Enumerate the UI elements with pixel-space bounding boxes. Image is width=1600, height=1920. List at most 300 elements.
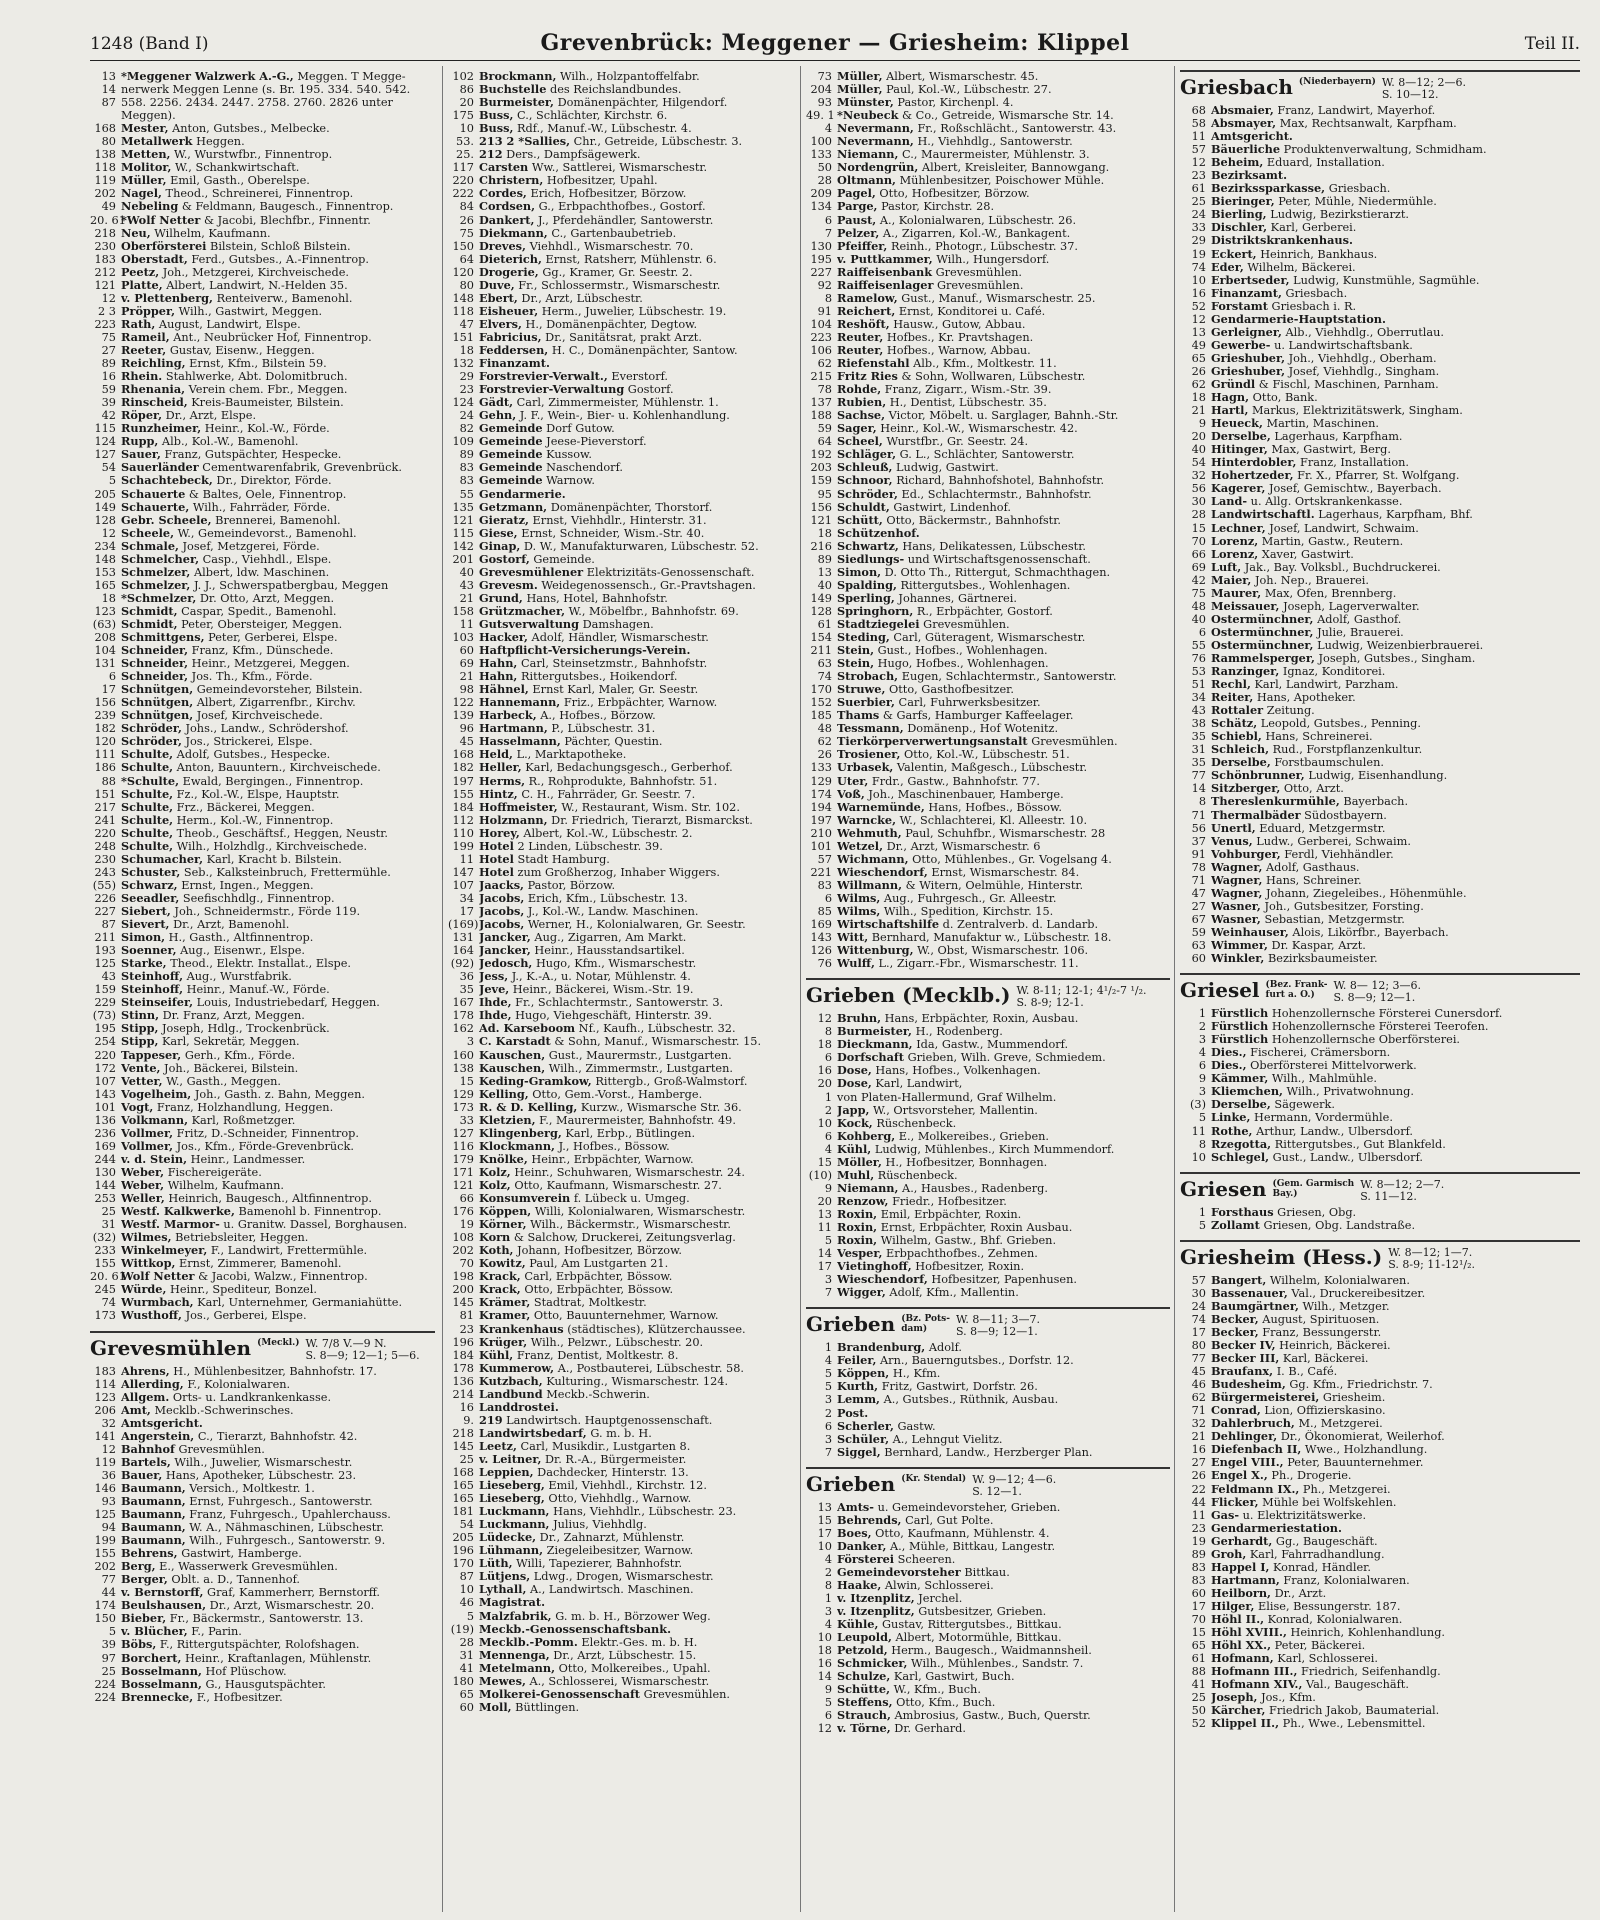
phone-number: 173 — [94, 1309, 116, 1323]
entry-text — [837, 761, 1087, 774]
phone-number: 165 — [452, 1492, 474, 1506]
list-item — [448, 1492, 796, 1505]
phone-number: 206 — [94, 1403, 116, 1417]
list-item — [90, 983, 435, 996]
entry-text — [1211, 391, 1318, 404]
entry-name: Stipp, — [121, 1022, 159, 1036]
phone-number: 197 — [810, 813, 832, 827]
list-item — [1180, 1138, 1580, 1151]
entry-text — [121, 670, 313, 683]
entry-text — [837, 1273, 1077, 1286]
entry-details: Elise, Bessungerstr. 187. — [1254, 1599, 1401, 1613]
phone-number: 69 — [459, 657, 474, 671]
entry-name: Lieseberg, — [479, 1479, 545, 1493]
entry-text — [837, 187, 1030, 200]
entry-text — [1211, 1339, 1391, 1352]
entry-text — [1211, 782, 1344, 795]
entry-name: Ostermünchner, — [1211, 625, 1314, 639]
list-item — [1180, 104, 1580, 117]
list-item — [90, 605, 435, 618]
entry-text — [479, 279, 720, 292]
phone-number: 40 — [817, 578, 832, 592]
entry-name: Becker III, — [1211, 1352, 1280, 1366]
entry-name: Hintz, — [479, 787, 518, 801]
entry-name: Gemeinde — [479, 448, 543, 462]
entry-details: Paul, Kol.-W., Lübschestr. 27. — [882, 83, 1052, 97]
phone-number: 199 — [452, 839, 474, 853]
town-heading — [1180, 1172, 1580, 1203]
phone-number: 117 — [452, 161, 474, 175]
list-item — [1180, 1033, 1580, 1046]
entry-name: Niemann, — [837, 148, 899, 162]
entry-details: A., Postbauterei, Lübschestr. 58. — [554, 1361, 744, 1375]
entry-name: Budesheim, — [1211, 1378, 1286, 1392]
entry-text — [121, 1035, 300, 1048]
entry-text — [479, 318, 697, 331]
entry-text — [121, 501, 330, 514]
entry-text — [479, 761, 733, 774]
phone-number: 5 — [108, 1625, 116, 1639]
list-item — [1180, 1665, 1580, 1678]
entry-text — [121, 1638, 359, 1651]
phone-number: 220 — [452, 174, 474, 188]
entry-text — [479, 944, 685, 957]
entry-name: v. Blücher, — [121, 1625, 188, 1639]
entry-text — [479, 1153, 694, 1166]
entry-name: Kummerow, — [479, 1361, 555, 1375]
entry-text — [837, 396, 1047, 409]
entry-details: Dr., Arzt, Elspe. — [162, 409, 257, 423]
entry-name: Molkerei-Genossenschaft — [479, 1687, 641, 1701]
list-item — [806, 1696, 1170, 1709]
entry-details: Franz, Bessungerstr. — [1258, 1325, 1382, 1339]
phone-number: 15 — [1191, 1626, 1206, 1640]
entry-details: Kussow. — [542, 448, 592, 462]
entry-details: Jeese-Pieverstorf. — [542, 435, 647, 449]
phone-number: 60 — [1191, 1586, 1206, 1600]
entry-text — [479, 931, 686, 944]
entry-details: Ders., Dampfsägewerk. — [502, 148, 641, 162]
entry-details: Josef, Landwirt, Schwaim. — [1265, 521, 1419, 535]
list-item — [1180, 691, 1580, 704]
entry-name: Dahlerbruch, — [1211, 1417, 1295, 1431]
entry-details: J., K.-A., u. Notar, Mühlenstr. 4. — [508, 970, 691, 984]
list-item — [806, 1130, 1170, 1143]
entry-details: W., Obst, Wismarschestr. 106. — [913, 944, 1089, 958]
phone-number: 8 — [1198, 1137, 1206, 1151]
entry-name: Stipp, — [121, 1035, 159, 1049]
list-item — [806, 135, 1170, 148]
phone-number: (32) — [92, 1231, 116, 1245]
phone-number: 130 — [94, 1165, 116, 1179]
list-item — [448, 827, 796, 840]
list-item — [448, 383, 796, 396]
entry-name: Schulze, — [837, 1670, 891, 1684]
entry-name: Roxin, — [837, 1207, 878, 1221]
entry-details: Valentin, Maßgesch., Lübschestr. — [893, 761, 1088, 775]
entry-name: Behrens, — [121, 1547, 178, 1561]
list-item — [90, 396, 435, 409]
phone-number: 178 — [452, 1361, 474, 1375]
entry-name: Strauch, — [837, 1709, 891, 1723]
entry-text — [479, 892, 688, 905]
entry-text — [121, 305, 322, 318]
entry-details: Willi, Kolonialwaren, Wismarschestr. — [531, 1205, 746, 1219]
entry-details: W., Gasth., Meggen. — [162, 1074, 282, 1088]
entry-details: H., Dentist, Lübschestr. 35. — [886, 396, 1047, 410]
entry-name: Gemeinde — [479, 435, 543, 449]
entry-name: Strobach, — [837, 670, 899, 684]
phone-number: 174 — [810, 787, 832, 801]
entry-text — [479, 1205, 745, 1218]
entry-details: Alb., Viehhdlg., Oberrutlau. — [1281, 325, 1444, 339]
entry-details: Franz, Holzhandlung, Heggen. — [153, 1100, 334, 1114]
list-item — [448, 788, 796, 801]
entry-text — [837, 1143, 1114, 1156]
entry-details: Sägewerk. — [1270, 1098, 1335, 1112]
phone-number: 36 — [101, 1468, 116, 1482]
phone-number: 3 — [1198, 1033, 1206, 1047]
entry-details: Dachdecker, Hinterstr. 13. — [533, 1466, 689, 1480]
phone-number: 4 — [1198, 1046, 1206, 1060]
phone-number: 15 — [1191, 521, 1206, 535]
entry-name: Bangert, — [1211, 1273, 1267, 1287]
phone-number: 124 — [94, 435, 116, 449]
entry-details: Johs., Landw., Schrödershof. — [181, 722, 349, 736]
entry-name: Pfeiffer, — [837, 239, 888, 253]
phone-number: 193 — [94, 944, 116, 958]
phone-number: 5 — [1198, 1218, 1206, 1232]
entry-text — [1211, 300, 1356, 313]
phone-number: 28 — [817, 174, 832, 188]
entry-name: Derselbe, — [1211, 756, 1271, 770]
entry-name: Gebr. Scheele, — [121, 513, 212, 527]
phone-number: 4 — [824, 122, 832, 136]
list-item — [448, 944, 796, 957]
phone-number: 144 — [94, 1178, 116, 1192]
list-item — [806, 840, 1170, 853]
phone-number: 4 — [824, 1354, 832, 1368]
entry-text — [479, 344, 738, 357]
entry-details: Gemeindevorsteher, Bilstein. — [193, 683, 363, 697]
entry-text — [121, 1625, 242, 1638]
phone-number: 63 — [817, 657, 832, 671]
entry-text — [1211, 1007, 1502, 1020]
entry-text — [1211, 1469, 1352, 1482]
entry-text — [1211, 822, 1385, 835]
entry-text — [121, 96, 393, 109]
entry-name: Vohburger, — [1211, 847, 1281, 861]
list-item — [448, 501, 796, 514]
entry-text — [121, 514, 341, 527]
list-item — [90, 370, 435, 383]
entry-name: Parge, — [837, 200, 878, 214]
entry-text — [479, 657, 707, 670]
entry-name: Wolf Netter — [121, 1270, 195, 1284]
entry-text — [121, 200, 393, 213]
entry-text — [479, 1570, 714, 1583]
entry-text — [121, 1127, 359, 1140]
phone-number: 97 — [101, 1651, 116, 1665]
phone-number: 221 — [810, 865, 832, 879]
phone-number: 239 — [94, 709, 116, 723]
entry-name: v. Puttkammer, — [837, 252, 933, 266]
list-item — [448, 292, 796, 305]
entry-details: Grevesmühlen. — [174, 1442, 265, 1456]
entry-name: Springhorn, — [837, 604, 914, 618]
entry-name: Jacobs, — [479, 891, 525, 905]
phone-number: 112 — [452, 813, 474, 827]
entry-details: W., Möbelfbr., Bahnhofstr. 69. — [565, 604, 739, 618]
entry-details: & Feldmann, Baugesch., Finnentrop. — [178, 200, 394, 214]
list-item — [1180, 1020, 1580, 1033]
list-item — [448, 96, 796, 109]
entry-details: Herm., Kol.-W., Finnentrop. — [173, 813, 334, 827]
phone-number: 9 — [824, 1181, 832, 1195]
entry-name: Dieckmann, — [837, 1038, 913, 1052]
entry-text — [479, 670, 677, 683]
entry-name: Raiffeisenlager — [837, 278, 934, 292]
entry-name: Pagel, — [837, 187, 876, 201]
list-item — [90, 187, 435, 200]
entry-text — [1211, 939, 1366, 952]
entry-text — [837, 814, 1087, 827]
entry-name: Wilms, — [837, 891, 881, 905]
entry-name: Hartmann, — [479, 722, 548, 736]
entry-details: Konrad, Kolonialwaren. — [1264, 1612, 1403, 1626]
phone-number: 71 — [1191, 1404, 1206, 1418]
entry-details: Rüschenbeck. — [874, 1168, 958, 1182]
entry-details: Herm., Juwelier, Lübschestr. 19. — [538, 304, 727, 318]
entry-details: Hans, Apotheker. — [1253, 691, 1356, 705]
entry-name: Kauschen, — [479, 1061, 546, 1075]
entry-details: Heinr., Metzgerei, Meggen. — [188, 657, 350, 671]
entry-details: Hohenzollernsche Försterei Teerofen. — [1268, 1020, 1489, 1034]
entry-text — [121, 1378, 290, 1391]
entry-name: Jancker, — [479, 931, 531, 945]
entry-name: Roxin, — [837, 1234, 878, 1248]
entry-text — [837, 1553, 955, 1566]
phone-number: 1 — [824, 1341, 832, 1355]
entry-name: Eder, — [1211, 260, 1244, 274]
phone-number: 129 — [810, 774, 832, 788]
entry-details: Domänenp., Hof Wotenitz. — [903, 722, 1059, 736]
phone-number: 13 — [817, 1500, 832, 1514]
entry-details: Val., Druckereibesitzer. — [1287, 1286, 1426, 1300]
entry-name: Schnoor, — [837, 474, 893, 488]
phone-number: 104 — [94, 644, 116, 658]
entry-name: Pelzer, — [837, 226, 880, 240]
list-item — [1180, 287, 1580, 300]
phone-number: 200 — [452, 1283, 474, 1297]
list-item — [1180, 195, 1580, 208]
phone-number: 143 — [94, 1087, 116, 1101]
list-item — [1180, 652, 1580, 665]
phone-number: 1 — [824, 1592, 832, 1606]
entry-details: Gg., Kramer, Gr. Seestr. 2. — [538, 265, 693, 279]
entry-text — [479, 448, 592, 461]
phone-number: 2 — [824, 1103, 832, 1117]
phone-number: 174 — [94, 1599, 116, 1613]
entry-details: Gutsbesitzer, Grieben. — [914, 1605, 1047, 1619]
entry-details: Renteiverw., Bamenohl. — [212, 291, 353, 305]
entry-details: Fr., Bäckermstr., Santowerstr. 13. — [166, 1612, 364, 1626]
list-item — [90, 1678, 435, 1691]
list-item — [806, 1247, 1170, 1260]
list-item — [90, 1417, 435, 1430]
list-item — [90, 866, 435, 879]
entry-name: Wurmbach, — [121, 1296, 194, 1310]
entry-text — [837, 735, 1118, 748]
list-item — [806, 1260, 1170, 1273]
entry-details: Fr., Schlossermstr., Wismarschestr. — [514, 278, 721, 292]
entry-details: R., Rohprodukte, Bahnhofstr. 51. — [525, 774, 718, 788]
entry-name: Bruhn, — [837, 1012, 882, 1026]
entry-text — [121, 1022, 330, 1035]
phone-number: 156 — [810, 500, 832, 514]
entry-details: Jos., Strickerei, Elspe. — [181, 735, 313, 749]
phone-number: 241 — [94, 813, 116, 827]
entry-text — [479, 631, 709, 644]
entry-details: Gerh., Kfm., Förde. — [181, 1048, 296, 1062]
phone-number: 181 — [452, 1505, 474, 1519]
phone-number: 51 — [1191, 678, 1206, 692]
entry-details: Joseph, Hdlg., Trockenbrück. — [158, 1022, 330, 1036]
entry-details: Lion, Offizierskasino. — [1260, 1404, 1386, 1418]
entry-text — [121, 1009, 305, 1022]
list-item — [448, 1309, 796, 1322]
town-name: Grieben — [806, 1471, 896, 1496]
entry-details: Peter, Mühle, Niedermühle. — [1274, 195, 1437, 209]
list-item — [1180, 1313, 1580, 1326]
list-item — [806, 1566, 1170, 1579]
entry-text — [479, 96, 727, 109]
entry-text — [837, 357, 1057, 370]
entry-text — [837, 1433, 1002, 1446]
list-item — [1180, 874, 1580, 887]
entry-details: & Jacobi, Walzw., Finnentrop. — [194, 1270, 368, 1284]
phone-number: 49. 1 — [806, 109, 835, 123]
list-item — [448, 1062, 796, 1075]
entry-name: Sievert, — [121, 918, 170, 932]
phone-number: 8 — [824, 1025, 832, 1039]
entry-text — [837, 670, 1116, 683]
entry-details: Friz., Erbpächter, Warnow. — [560, 696, 718, 710]
phone-number: 31 — [1191, 743, 1206, 757]
list-item — [806, 775, 1170, 788]
entry-name: Schachtebeck, — [121, 474, 213, 488]
entry-text — [837, 1631, 1062, 1644]
entry-text — [837, 1077, 962, 1090]
entry-name: Soenner, — [121, 944, 177, 958]
list-item — [90, 1443, 435, 1456]
entry-details: Max, Rechtsanwalt, Karpfham. — [1276, 117, 1457, 131]
list-item — [448, 1257, 796, 1270]
entry-text — [479, 918, 746, 931]
entry-name: Stinn, — [121, 1009, 160, 1023]
list-item — [90, 644, 435, 657]
list-item — [1180, 952, 1580, 965]
phone-number: 1 — [1198, 1205, 1206, 1219]
entry-name: Burmeister, — [479, 96, 554, 110]
entry-name: Engel VIII., — [1211, 1456, 1284, 1470]
entry-details: A., Schlosserei, Wismarschestr. — [525, 1674, 710, 1688]
list-item — [448, 331, 796, 344]
entry-name: Schlegel, — [1211, 1150, 1270, 1164]
list-item — [90, 1534, 435, 1547]
phone-number: 8 — [1198, 795, 1206, 809]
entry-name: Grevesmühlener — [479, 565, 584, 579]
entry-text — [837, 1130, 1049, 1143]
phone-number: 20. 61 — [90, 1270, 126, 1284]
list-item — [448, 305, 796, 318]
entry-name: Becker, — [1211, 1312, 1259, 1326]
entry-name: Schmale, — [121, 539, 179, 553]
entry-text — [121, 1612, 363, 1625]
entry-details: Adolf, Gasthof. — [1313, 612, 1402, 626]
list-item — [806, 514, 1170, 527]
phone-number: 138 — [94, 148, 116, 162]
entry-name: Rzegotta, — [1211, 1137, 1272, 1151]
entry-text — [121, 422, 330, 435]
entry-name: Fabricius, — [479, 330, 542, 344]
entry-text — [479, 1688, 730, 1701]
entry-name: Ebert, — [479, 291, 518, 305]
list-item — [448, 540, 796, 553]
list-item — [806, 396, 1170, 409]
list-item — [806, 761, 1170, 774]
entry-details: Dorf Gutow. — [542, 422, 615, 436]
list-item — [448, 1362, 796, 1375]
entry-name: Vogt, — [121, 1100, 154, 1114]
entry-text — [479, 1349, 678, 1362]
entry-text — [837, 1091, 1056, 1104]
phone-number: 56 — [1191, 482, 1206, 496]
list-item — [1180, 822, 1580, 835]
phone-number: 2 — [1198, 1020, 1206, 1034]
phone-number: 131 — [94, 657, 116, 671]
entry-text — [479, 540, 759, 553]
entry-details: Karl, Roßmetzger. — [188, 1113, 296, 1127]
entry-details: Carl, Zimmermeister, Mühlenstr. 1. — [513, 396, 719, 410]
entry-name: Krack, — [479, 1283, 521, 1297]
entry-name: Reuter, — [837, 330, 884, 344]
entry-details: Otto, Kol.-W., Lübschestr. 51. — [900, 748, 1070, 762]
entry-details: E., Wasserwerk Grevesmühlen. — [155, 1560, 338, 1574]
entry-details: Hofbesitzer, Upahl. — [543, 174, 658, 188]
entry-details: Scheeren. — [894, 1552, 956, 1566]
entry-text — [1211, 1652, 1378, 1665]
entry-name: Grieshuber, — [1211, 351, 1286, 365]
entry-text — [121, 122, 330, 135]
entry-text — [837, 1234, 1056, 1247]
entry-details: Albert, Wismarschestr. 45. — [882, 70, 1039, 83]
entry-name: Wilms, — [837, 905, 881, 918]
entry-details: Reinh., Photogr., Lübschestr. 37. — [887, 239, 1078, 253]
list-item — [448, 422, 796, 435]
entry-name: Simon, — [837, 565, 882, 579]
entry-details: Heinr., Kol.-W., Förde. — [201, 422, 330, 436]
entry-name: Hotel — [479, 839, 514, 853]
entry-details: Johann, Hofbesitzer, Börzow. — [513, 1244, 683, 1258]
list-item — [448, 1701, 796, 1714]
entry-name: Siebert, — [121, 905, 171, 918]
entry-text — [837, 83, 1052, 96]
list-item — [806, 1012, 1170, 1025]
phone-number: 202 — [94, 1560, 116, 1574]
list-item — [90, 931, 435, 944]
entry-text — [1211, 743, 1422, 756]
